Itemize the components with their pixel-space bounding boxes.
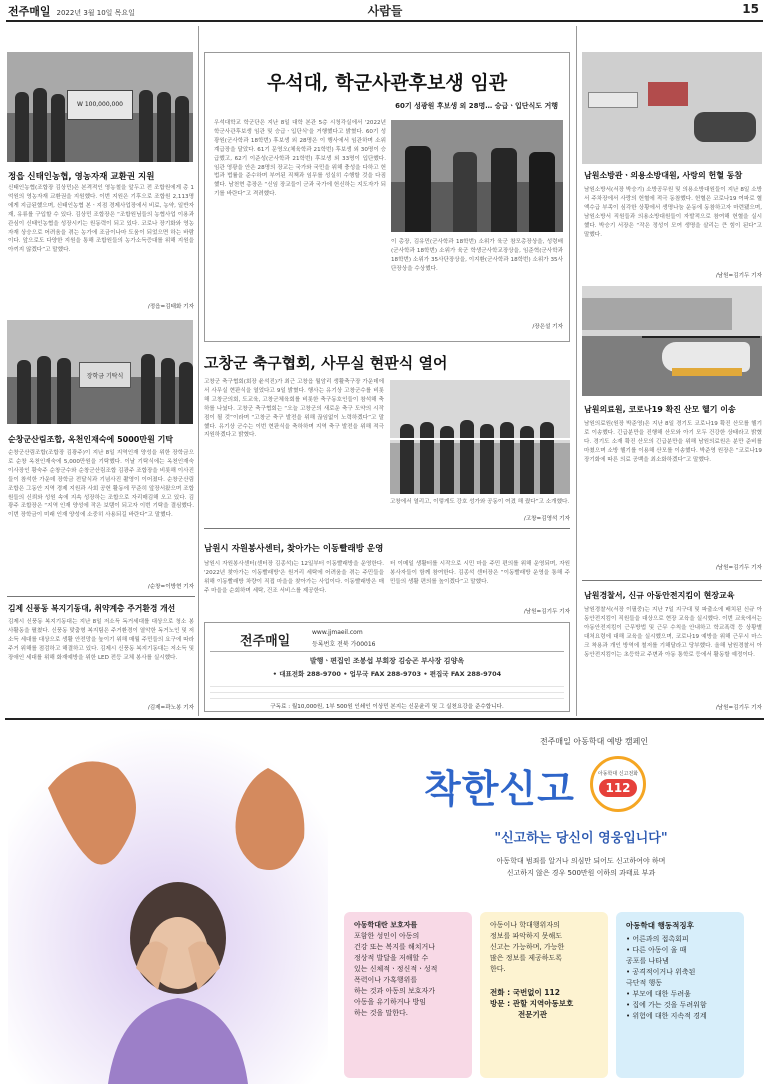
article-photo xyxy=(582,286,762,396)
report-visit-cont: 전문기관 xyxy=(518,1010,547,1019)
article-body: 터 이메일 생활터를 시작으로 시민 마을 주민 편의를 위해 운영되며, 자원봉사자들이 함께 참여한다. 김종석 센터장은 “이동빨래방 운영을 통해 주민들의 생활 편의를 높이겠다”고 말했다. xyxy=(390,561,570,585)
report-visit: 방문 : 관할 지역아동보호 xyxy=(490,999,574,1008)
masthead-url[interactable]: www.jjmaeil.com xyxy=(312,629,363,636)
info-line: 하는 것을 말한다. xyxy=(354,1009,409,1017)
article-byline: /정읍=김태화 기자 xyxy=(147,304,194,310)
article-body: 남원경찰서(서장 이필중)는 지난 7일 지구대 및 파출소에 배치된 신규 아동안전지킴이 직원들을 대상으로 현장 교육을 실시했다. 이번 교육에서는 아동안전지킴이 근무방법 및 근무 수칙을 안내하고 학교폭력 등 상황별 대처요령에 대해 교육을 실시했으며, 코로나19 예방을 위해 근무시 마스크 착용과 개인 방역에 철저를 기해달라고 당부했다. 올해 남원경찰서 아동안전지킴이는 초등학교 주변과 아동 통학로 등에서 활동할 예정이다. xyxy=(584,607,762,658)
article-divider xyxy=(204,528,570,529)
column-divider xyxy=(576,26,577,716)
article-title: 김제 신풍동 복지기동대, 취약계층 주거환경 개선 xyxy=(8,604,176,613)
reporting-text xyxy=(490,920,598,975)
article-title: 순창군산림조합, 옥천인재숙에 5000만원 기탁 xyxy=(8,435,174,444)
campaign-desc: 신고하지 않은 경우 500만원 이하의 과태료 부과 xyxy=(506,869,656,877)
ad-rule xyxy=(5,718,764,720)
info-line: 건강 또는 복지를 해치거나 xyxy=(354,943,436,951)
article-photo xyxy=(7,320,193,424)
article-body: 신태인농협(조합장 김상민)은 본격적인 영농철을 앞두고 전 조합원에게 총 1억원의 영농자재 교환권을 지원했다. 이번 지원은 기후으로 조합원 2,113명에게 지급된했으며, 신태인농협 본ㆍ지점 경제사업장에서 비료, 농약, 일반자재, 유류를 구입할 수 있다. 김상민 조합장은 “조합원님들의 농협사업 이용과 관심이 신태인농협을 성장시키는 원동력이 되고 있다. 코로나 장기화와 영농자재 상승으로 어려움을 겪는 농가에 조금이나마 도움이 되었으면 하는 바람이다. 앞으로도 다양한 지원을 통해 조합원들의 농가소득증대를 위해 지원을 아끼지 않겠다”고 말했다. xyxy=(8,185,194,254)
masthead-rule xyxy=(210,651,564,652)
masthead-name: 전주매일 xyxy=(240,634,291,649)
donation-board: W 100,000,000 xyxy=(67,90,133,120)
info-line: 신고는 가능하며, 가능한 xyxy=(490,943,565,951)
scholarship-board: 장학금 기탁식 xyxy=(79,362,131,388)
article-body: 이 총장, 김유민(군사학과 18학번) 소위가 육군 참모총장상을, 성령배(군사학과 18학번) 소위가 육군 학생군사학교장상을, 임준혁(군사학과 18학번) 소위가 35사단장상을, 이지환(군사학과 18학번) 소위가 35사단장상을 수상했다. xyxy=(391,239,563,272)
header-rule xyxy=(6,20,763,22)
article-byline: /순창=이방현 기자 xyxy=(147,584,194,590)
info-line: 아동을 유기하거나 방임 xyxy=(354,998,427,1006)
masthead-registration: 등록번호 전북 가00016 xyxy=(312,641,376,648)
article-photo xyxy=(391,120,563,232)
info-line: • 집에 가는 것을 두려워함 xyxy=(626,1001,707,1009)
info-line: 아동이나 학대행위자의 xyxy=(490,921,560,929)
report-phone: 전화 : 국번없이 112 xyxy=(490,988,560,997)
info-line: • 위험에 대한 지속적 경계 xyxy=(626,1012,707,1020)
article-byline: /남원=김기두 기자 xyxy=(715,565,762,571)
campaign-desc: 아동학대 범죄를 알거나 의심만 되어도 신고하여야 하며 xyxy=(496,857,666,865)
ad-illustration xyxy=(8,728,328,1084)
masthead-footer: 구독료 : 월10,000원, 1부 500원 인쇄인 이상민 본지는 신문윤리 및 그 실천요강을 준수합니다. xyxy=(270,704,504,710)
article-divider xyxy=(7,596,195,597)
article-body: 고창에서 열리고, 이렇게도 강호 성가와 공동이 여겼 해 줬다”고 소개했다. xyxy=(390,499,570,505)
article-body: 고창군 축구협회(회장 윤석진)가 최근 고창읍 월암리 생활축구장 가운데에서 사무실 현판식을 열었다고 9일 밝혔다. 행사는 유기상 고창군수를 비롯해 고창군의회, 도교육, 고창군체육회를 비롯한 축구동호인들이 참석해 축하를 나눴다. 고창군 축구협회는 “오늘 고창군의 새로운 축구 도약의 시작점이 될 것”이라며 “고창군 축구 발전을 위해 끊임없이 노력하겠다”고 말했다. 유기상 군수는 이번 현판식을 축하하며 지역 축구 발전을 위해 적극 지원하겠다고 밝혔다. xyxy=(204,379,384,439)
info-line: 공포를 나타냄 xyxy=(626,957,669,965)
article-body: 김제시 신풍동 복지기동대는 지난 8일 저소득 독거세대를 대상으로 청소 봉사활동을 펼쳤다. 신풍동 맞춤형 복지팀은 주거환경이 열악한 독거노인 및 저소득 세대를 대상으로 생활 안전망을 높이기 위해 매월 주민들의 요구에 따라 주거 위해를 점검하고 해결하고 있다. 김제시 신풍동 복지기동대는 저소득 및 장애인 세대를 위해 화재예방을 위한 LED 전등 교체 봉사를 실시했다. xyxy=(8,619,194,661)
feature-subtitle: 60기 성광원 후보생 외 28명… 승급ㆍ입단식도 거행 xyxy=(395,102,558,110)
article-title: 남원의료원, 코로나19 확진 산모 헬기 이송 xyxy=(584,405,736,414)
article-body: 남원의료원(원장 박준영)은 지난 8일 경기도 코로나19 확진 산모를 헬기로 이송했다. 긴급분만을 진행해 산모와 아기 모두 건강한 상태라고 밝혔다. 경기도 소재 확진 산모의 긴급분만을 위해 남원의료원은 분만 준비를 마쳤으며 소방 헬기를 이용해 산모를 이송했다. 박준영 원장은 “코로나19 장기화에 따른 의료 공백을 최소화하겠다”고 말했다. xyxy=(584,421,762,463)
article-divider xyxy=(582,580,762,581)
info-box-definition xyxy=(344,912,472,1078)
issue-date: 2022년 3월 10일 목요일 xyxy=(56,9,135,17)
article-title: 고창군 축구협회, 사무실 현판식 열어 xyxy=(204,354,448,372)
feature-title: 우석대, 학군사관후보생 임관 xyxy=(266,72,508,94)
info-line: 포함한 성인이 아동의 xyxy=(354,932,420,940)
info-line: 아동학대란 보호자를 xyxy=(354,921,418,929)
column-divider xyxy=(198,26,199,716)
article-title: 남원소방관ㆍ의용소방대원, 사랑의 헌혈 동참 xyxy=(584,171,743,180)
info-line: 정보를 파악하지 못해도 xyxy=(490,932,563,940)
article-body: 남원시 자원봉사센터(센터장 김종석)는 12일부터 이동빨래방을 운영한다. '2022년 찾아가는 이동빨래방'은 원거리 세탁에 어려움을 겪는 주민들을 위해 이동빨래방 차량이 직접 마을을 찾아가는 사업이다. 이동빨래방은 매주 마을을 순회하며 세탁, 건조 서비스를 제공한다. xyxy=(204,561,384,594)
campaign-title: 착한신고 xyxy=(424,767,575,811)
hotline-number: 112 xyxy=(599,779,637,797)
article-byline: /고창=김영석 기자 xyxy=(523,516,570,522)
paper-name: 전주매일 2022년 3월 10일 목요일 xyxy=(8,5,135,18)
article-body: 순창군산림조합(조합장 김광주)이 지난 8일 지역인재 양성을 위한 장학금으로 순창 옥천인재숙에 5,000만원을 기탁했다. 이날 기탁식에는 옥천인재숙 이사장인 황숙주 순창군수와 순창군산림조합 김광주 조합장을 비롯해 이사진들이 참석한 가운데 장학금 전달식과 기념사진 촬영이 이어졌다. 순창군산림조합은 그동안 지역 경제 지원과 사회 공헌 활동에 꾸준히 앞장서왔으며 조합원들의 신뢰와 성원 속에 지속 성장하는 조합으로 자리매김해 오고 있다. 김광주 조합장은 “지역 인재 양성에 작은 보탬이 되고자 이번 기탁을 결심했다. 이번 장학금이 미래 인재 양성에 소중히 사용되길 바란다”고 말했다. xyxy=(8,450,194,519)
article-byline: /김제=곽노봉 기자 xyxy=(147,705,194,711)
article-byline: /남원=김기두 기자 xyxy=(715,273,762,279)
section-title: 사람들 xyxy=(367,4,403,18)
masthead-contacts: • 대표전화 288-9700 • 업무국 FAX 288-9703 • 편집국 FAX 288-9704 xyxy=(272,670,502,678)
signs-title: 아동학대 행동적징후 xyxy=(626,921,694,930)
article-title: 남원경찰서, 신규 아동안전지킴이 현장교육 xyxy=(584,591,735,600)
info-line: 많은 정보를 제공하도록 xyxy=(490,954,563,962)
hotline-badge xyxy=(590,756,646,812)
page-number: 15 xyxy=(742,2,759,16)
article-byline: /남원=김기두 기자 xyxy=(523,609,570,615)
info-box-reporting xyxy=(480,912,608,1078)
info-line: 극단적 행동 xyxy=(626,979,663,987)
info-box-signs xyxy=(616,912,744,1078)
masthead-branch-list xyxy=(210,681,564,701)
info-line: • 다른 아동이 울 때 xyxy=(626,946,687,954)
article-byline: /남원=김기두 기자 xyxy=(715,705,762,711)
info-line: • 어른과의 접촉회피 xyxy=(626,935,689,943)
definition-text xyxy=(354,920,462,1019)
masthead-staff: 발행ㆍ편집인 조봉섭 부회장 김승곤 부사장 김양옥 xyxy=(309,657,465,665)
article-photo xyxy=(390,380,570,494)
info-line: 하는 것과 아동의 보호자가 xyxy=(354,987,436,995)
article-photo xyxy=(7,52,193,162)
article-body: 우석대학교 학군단은 지난 8일 대학 본관 5층 시청각실에서 '2022년 학군사관후보생 임관 및 승급ㆍ입단식'을 거행했다고 밝혔다. 60기 성광원(군사학과 18학번) 후보생 외 28명은 이 행사에서 임관하며 소위 계급장을 달았다. 61기 문영오(체육학과 21학번) 후보생 외 30명이 승급했고, 62기 이준성(군사학과 21학번) 후보생 외 33명이 입단했다. 임관 영광을 안은 28명의 장교는 국가와 국민을 위해 충성을 다하고 헌법과 법률을 준수하며 부여된 직책과 임무를 성실히 수행할 것을 다짐했다. 남천현 총장은 “신임 장교들이 군과 국가에 헌신하는 지도자가 되기를 바란다”고 격려했다. xyxy=(214,120,386,198)
article-body: 남원소방서(서장 박승기) 소방공무원 및 의용소방대원들이 지난 8일 소방서 주차장에서 사랑의 헌혈에 적극 동참했다. 헌혈은 코로나19 여파로 혈액수급 부족이 심각한 상황에서 생명나눔 운동에 동참하고자 마련됐으며, 남원소방서 직원들과 의용소방대원들이 자발적으로 참여해 헌혈을 실시했다. 박승기 서장은 “작은 정성이 모여 생명을 살리는 큰 힘이 된다”고 말했다. xyxy=(584,187,762,238)
info-line: 정상적 발달을 저해할 수 xyxy=(354,954,429,962)
info-line: 있는 신체적ㆍ정신적ㆍ성적 xyxy=(354,965,438,973)
info-line: 한다. xyxy=(490,965,506,973)
article-title: 정읍 신태인농협, 영농자재 교환권 지원 xyxy=(8,172,155,182)
info-line: • 공격적이거나 위축된 xyxy=(626,968,696,976)
article-title: 남원시 자원봉사센터, 찾아가는 이동빨래방 운영 xyxy=(204,544,384,554)
info-line: 폭력이나 가혹행위를 xyxy=(354,976,418,984)
info-line: • 부모에 대한 두려움 xyxy=(626,990,691,998)
article-byline: /장은설 기자 xyxy=(532,324,563,330)
hotline-label: 아동학대 신고전화 xyxy=(597,771,639,777)
signs-list xyxy=(626,934,734,1022)
campaign-label: 전주매일 아동학대 예방 캠페인 xyxy=(539,737,649,746)
article-photo xyxy=(582,52,762,164)
campaign-quote: "신고하는 당신이 영웅입니다" xyxy=(494,831,668,846)
